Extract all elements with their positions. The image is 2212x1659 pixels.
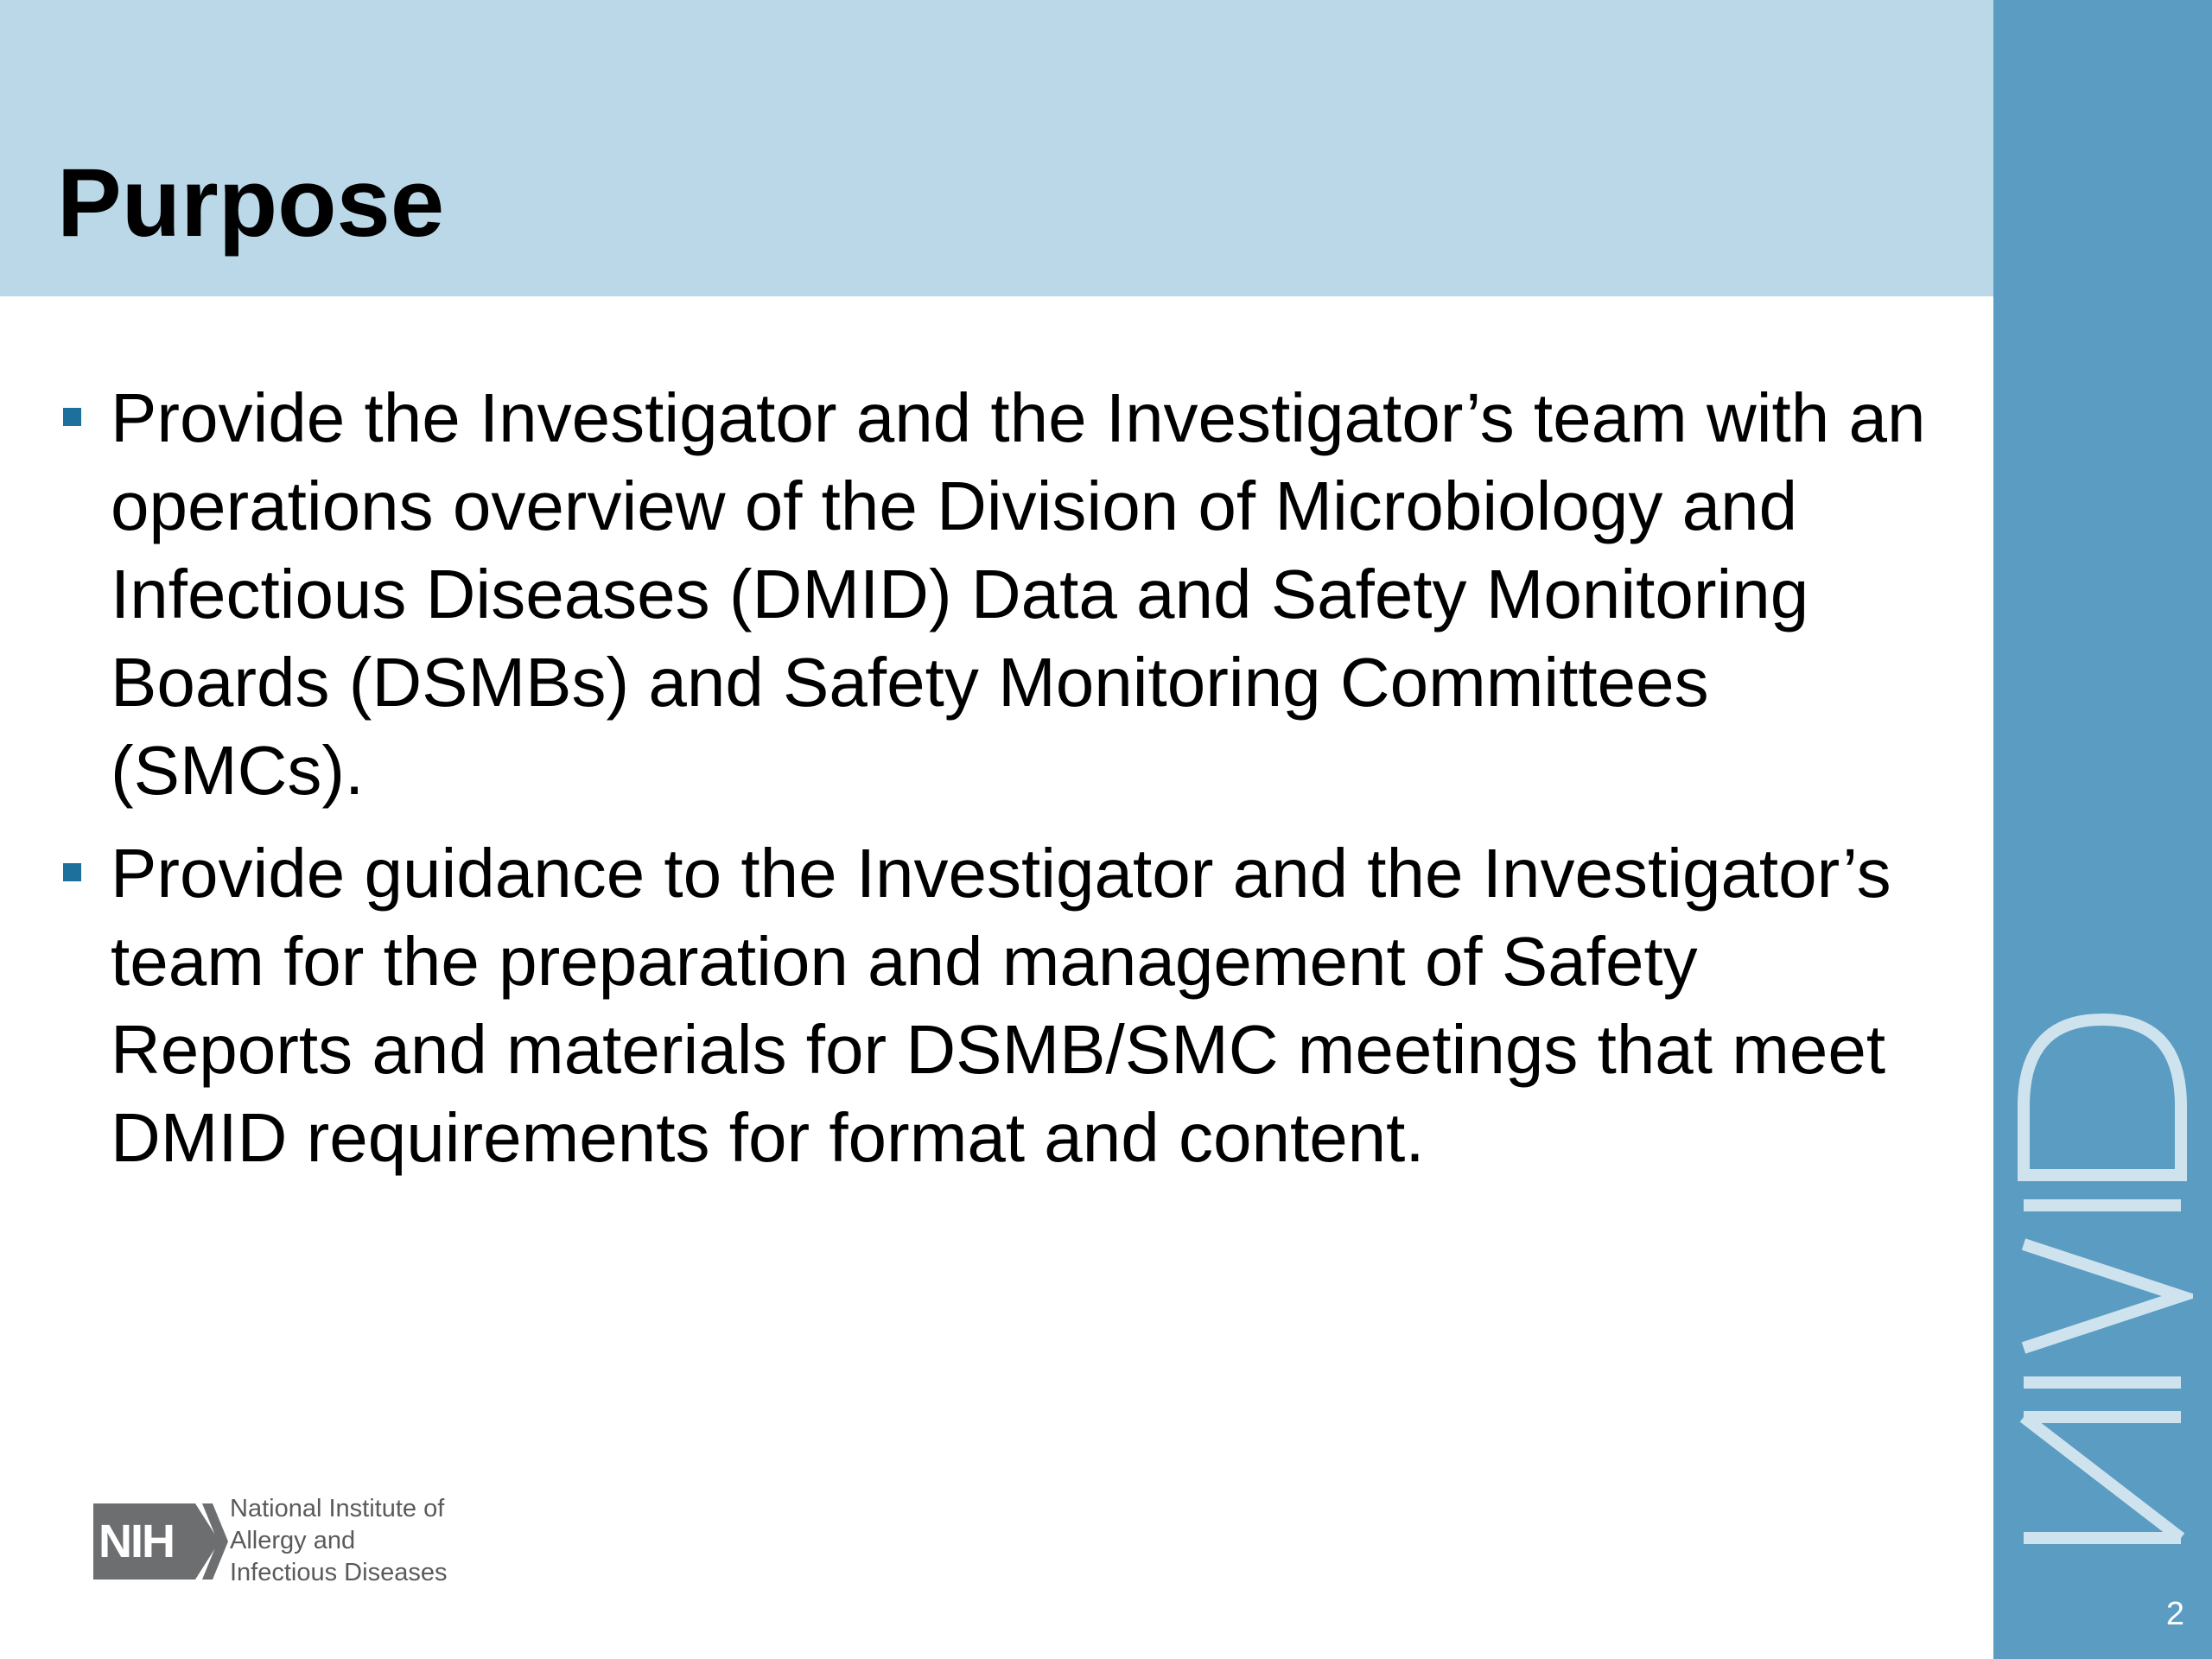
page-number: 2 [2165,1596,2184,1632]
bullet-item [57,830,1958,1182]
square-bullet-icon [63,408,81,426]
bullet-text: Provide the Investigator and the Investigator’s team with an operations overview of the Division of Microbiology and Infectious Diseases (DMID) Data and Safety Monitoring Boards (DSMBs) and Safety Monitoring Committees (SMCs). [111,379,1926,809]
niaid-logo [2012,1011,2193,1547]
institute-name-line: National Institute of [230,1495,445,1522]
institute-name-line: Infectious Diseases [230,1559,448,1586]
bullet-item [57,374,1958,815]
bullet-list [57,374,1958,1197]
slide-title: Purpose [57,149,445,257]
bullet-text: Provide guidance to the Investigator and the Investigator’s team for the preparation and management of Safety Reports and materials for DSMB/SMC meetings that meet DMID requirements for format and content. [111,835,1891,1176]
institute-name-line: Allergy and [230,1527,356,1554]
institute-name [230,1493,447,1589]
square-bullet-icon [63,863,81,881]
nih-logo [90,1493,496,1592]
nih-lettering: NIH [99,1516,174,1567]
title-band [0,0,1993,296]
